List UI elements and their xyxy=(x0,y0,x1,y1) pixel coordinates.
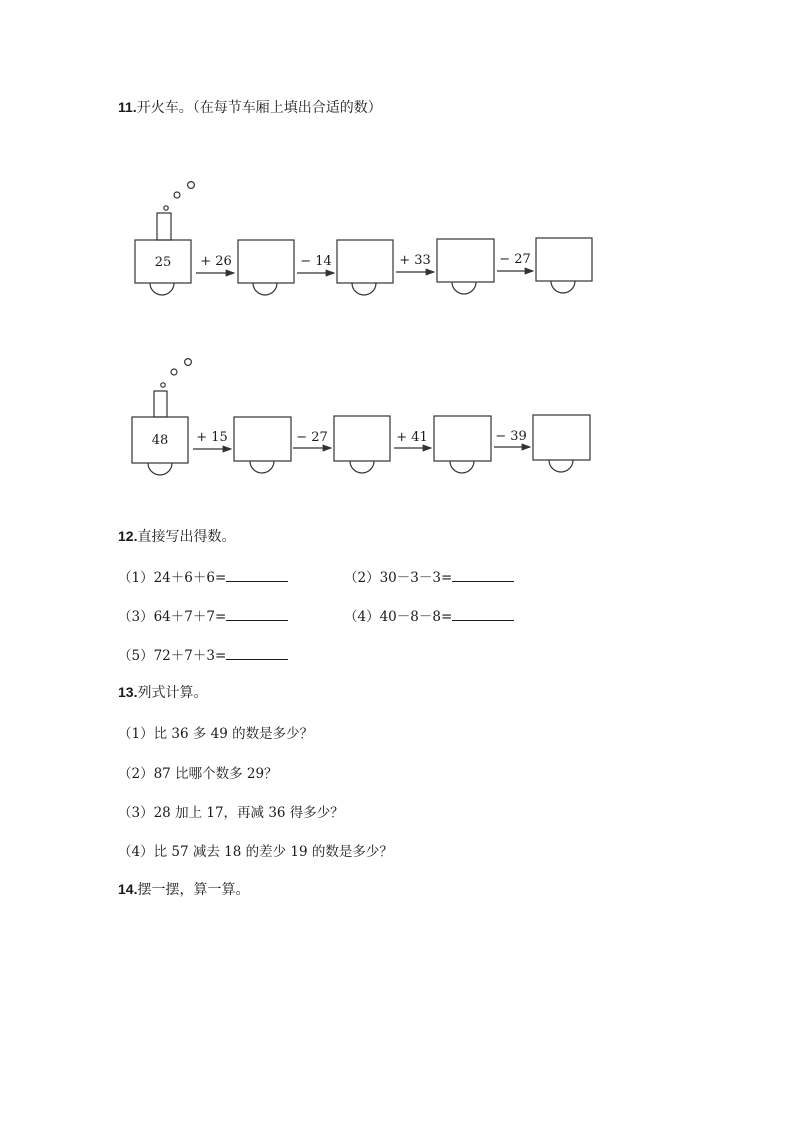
operation-label: + 26 xyxy=(200,254,232,269)
wheel xyxy=(148,463,172,475)
item-label: （1） xyxy=(118,570,154,586)
question-text: 直接写出得数。 xyxy=(137,529,236,545)
train-car-blank xyxy=(337,240,393,283)
item-label: （3） xyxy=(118,609,154,625)
operation-label: − 14 xyxy=(300,254,332,269)
wheel xyxy=(450,461,474,473)
item-label: （2） xyxy=(118,766,154,782)
train-car-blank xyxy=(334,416,390,461)
question-11-title xyxy=(118,97,382,117)
question-12-title xyxy=(118,526,235,546)
item-expression: 72＋7＋3= xyxy=(153,648,227,664)
answer-blank[interactable] xyxy=(452,569,514,582)
operation-label: + 15 xyxy=(196,430,228,445)
question-number: 13. xyxy=(118,684,138,700)
start-number: 25 xyxy=(154,255,172,270)
train-car-blank xyxy=(437,239,494,282)
wheel xyxy=(250,461,274,473)
train-diagram-1 xyxy=(0,170,794,310)
operation-label: − 27 xyxy=(499,252,531,267)
item-expression: 40－8－8= xyxy=(379,609,453,625)
smoke-puff xyxy=(174,192,180,198)
wheel xyxy=(253,283,277,295)
operation-label: − 27 xyxy=(296,430,328,445)
question-text: 列式计算。 xyxy=(137,685,208,701)
answer-blank[interactable] xyxy=(452,608,514,621)
calc-item xyxy=(344,566,514,586)
item-label: （4） xyxy=(344,609,380,625)
calc-item xyxy=(344,605,514,625)
item-expression: 24＋6＋6= xyxy=(153,570,227,586)
question-13-title xyxy=(118,682,207,702)
question-14-title xyxy=(118,879,249,899)
wheel xyxy=(452,282,476,294)
question-number: 11. xyxy=(118,99,137,115)
item-label: （3） xyxy=(118,805,154,821)
smoke-puff xyxy=(164,206,168,210)
train-diagram-2 xyxy=(0,350,794,480)
smoke-puff xyxy=(185,359,192,366)
item-text: 28 加上 17，再减 36 得多少？ xyxy=(153,805,344,821)
wheel xyxy=(352,283,376,295)
item-label: （1） xyxy=(118,726,154,742)
answer-blank[interactable] xyxy=(226,608,288,621)
answer-blank[interactable] xyxy=(226,647,288,660)
item-label: （5） xyxy=(118,648,154,664)
question-text: 摆一摆，算一算。 xyxy=(137,882,250,898)
wheel xyxy=(549,460,573,472)
train-car-blank xyxy=(434,416,491,461)
smoke-puff xyxy=(188,182,195,189)
answer-blank[interactable] xyxy=(226,569,288,582)
word-problem-item xyxy=(118,840,393,860)
word-problem-item xyxy=(118,762,278,782)
question-text: 开火车。（在每节车厢上填出合适的数） xyxy=(136,100,382,116)
question-number: 14. xyxy=(118,881,138,897)
chimney xyxy=(154,391,167,417)
item-expression: 30－3－3= xyxy=(379,570,453,586)
item-text: 87 比哪个数多 29？ xyxy=(153,766,278,782)
item-label: （2） xyxy=(344,570,380,586)
start-number: 48 xyxy=(151,433,169,448)
chimney xyxy=(157,213,171,240)
calc-item xyxy=(118,566,288,586)
wheel xyxy=(551,281,575,293)
calc-item xyxy=(118,644,288,664)
word-problem-item xyxy=(118,801,344,821)
question-number: 12. xyxy=(118,528,138,544)
wheel xyxy=(350,461,374,473)
operation-label: − 39 xyxy=(495,429,527,444)
item-text: 比 36 多 49 的数是多少？ xyxy=(153,726,314,742)
item-expression: 64＋7＋7= xyxy=(153,609,227,625)
train-car-blank xyxy=(238,240,294,283)
smoke-puff xyxy=(161,383,165,387)
operation-label: + 41 xyxy=(396,430,428,445)
operation-label: + 33 xyxy=(399,253,431,268)
train-car-blank xyxy=(536,238,592,281)
train-car-blank xyxy=(533,415,590,460)
train-car-blank xyxy=(234,417,291,461)
item-text: 比 57 减去 18 的差少 19 的数是多少？ xyxy=(153,844,393,860)
smoke-puff xyxy=(171,369,177,375)
item-label: （4） xyxy=(118,844,154,860)
wheel xyxy=(150,283,174,295)
word-problem-item xyxy=(118,722,313,742)
calc-item xyxy=(118,605,288,625)
